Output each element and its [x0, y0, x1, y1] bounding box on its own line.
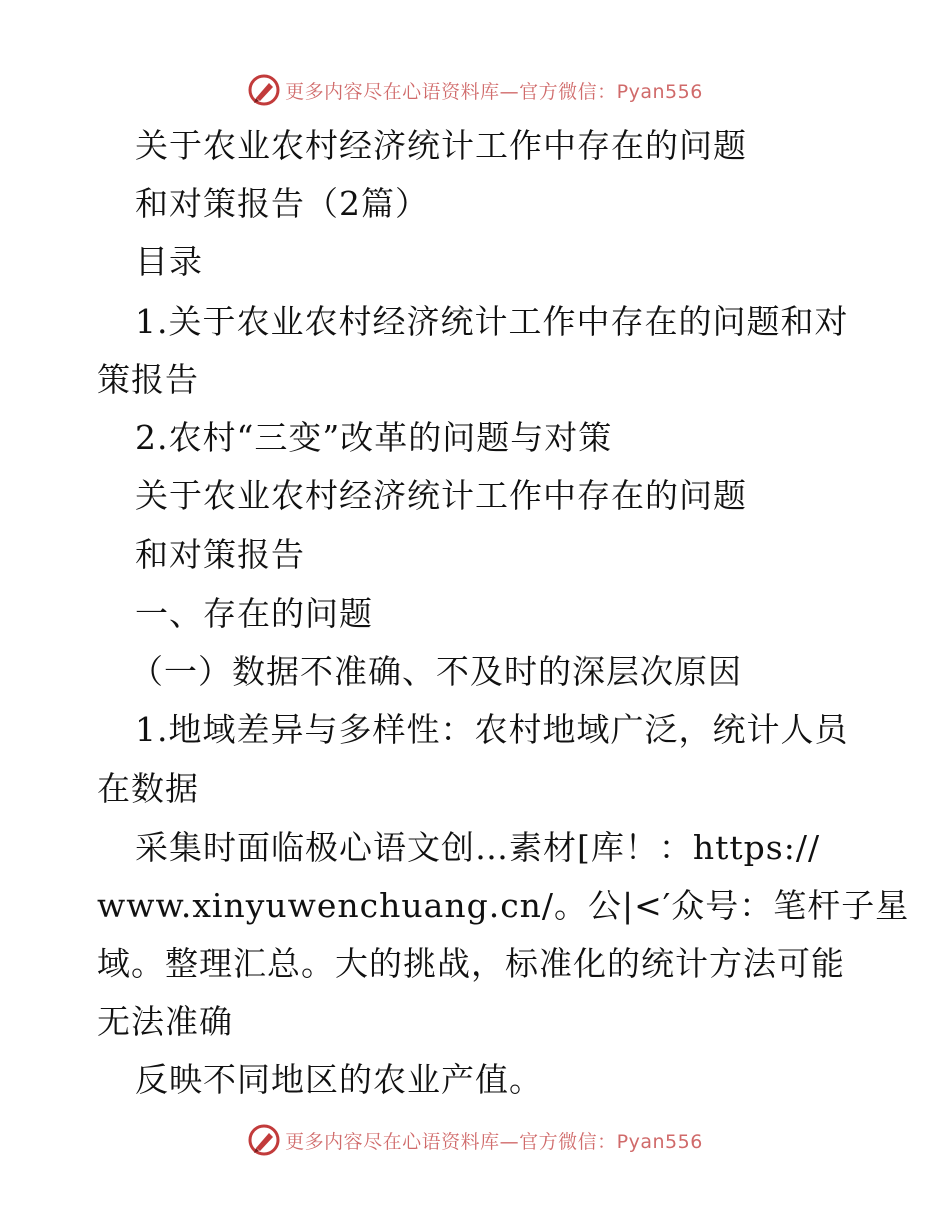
document-title-line-2: 和对策报告（2篇） [135, 184, 429, 223]
toc-item-1-line-1: 1.关于农业农村经济统计工作中存在的问题和对 [135, 302, 849, 341]
pen-logo-icon [247, 1123, 281, 1157]
paragraph-2-line-2: www.xinyuwenchuang.cn/。公|<′众号：笔杆子星 [97, 886, 910, 925]
toc-heading: 目录 [135, 242, 203, 281]
document-title-line-1: 关于农业农村经济统计工作中存在的问题 [135, 126, 747, 165]
paragraph-3: 反映不同地区的农业产值。 [135, 1060, 543, 1099]
heading-problems: 一、存在的问题 [135, 594, 373, 633]
paragraph-2-line-3: 域。整理汇总。大的挑战，标准化的统计方法可能 [97, 944, 845, 983]
paragraph-1-line-2: 在数据 [97, 769, 199, 808]
section-title-line-2: 和对策报告 [135, 535, 305, 574]
paragraph-2-line-1: 采集时面临极心语文创…素材[库！：https:// [135, 828, 821, 867]
paragraph-2-line-4: 无法准确 [97, 1002, 233, 1041]
watermark-footer [0, 1120, 950, 1160]
toc-item-1-line-2: 策报告 [97, 360, 199, 399]
toc-item-2: 2.农村“三变”改革的问题与对策 [135, 418, 613, 457]
paragraph-1-line-1: 1.地域差异与多样性：农村地域广泛，统计人员 [135, 710, 849, 749]
watermark-header [0, 70, 950, 110]
watermark-text: 更多内容尽在心语资料库—官方微信：Pyan556 [285, 80, 703, 103]
watermark-text: 更多内容尽在心语资料库—官方微信：Pyan556 [285, 1130, 703, 1153]
pen-logo-icon [247, 73, 281, 107]
subheading-causes: （一）数据不准确、不及时的深层次原因 [130, 652, 742, 691]
section-title-line-1: 关于农业农村经济统计工作中存在的问题 [135, 476, 747, 515]
